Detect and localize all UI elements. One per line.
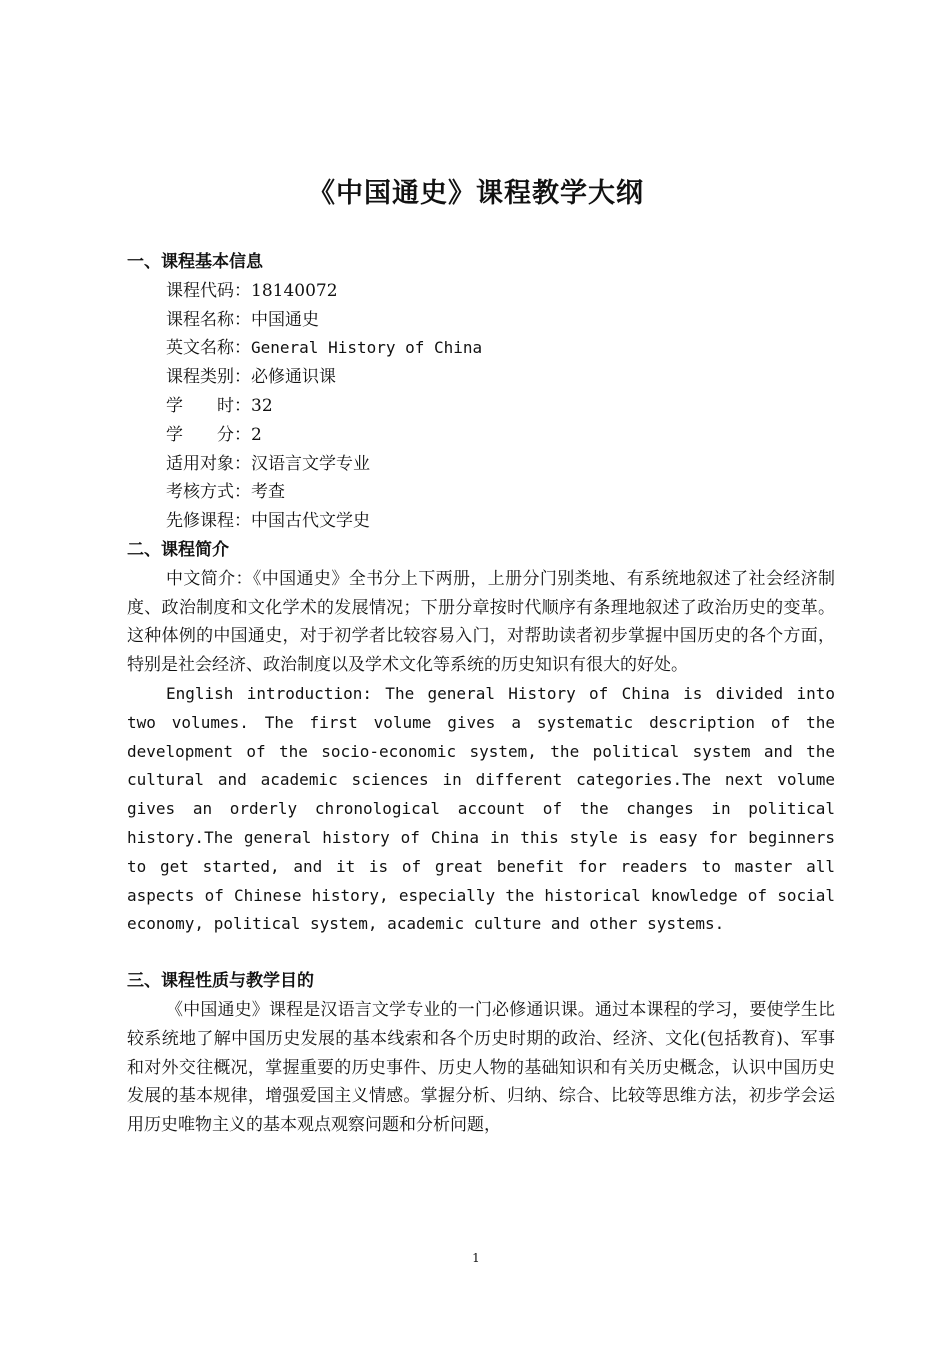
info-value: 汉语言文学专业 [251,453,370,474]
info-value: 18140072 [251,280,338,301]
info-label: 先修课程： [166,511,251,532]
english-introduction: English introduction: The general History of China is divided into two volumes. The first volume gives a systematic description of the development of the socio-economic system, the political system and the cultural and academic sciences in different categories.The next volume gives an orderly chronological account of the changes in political history.The general history of China in this style is easy for beginners to get started, and it is of great benefit for readers to master all aspects of Chinese history, especially the historical knowledge of social economy, political system, academic culture and other systems. [127,683,835,934]
info-hours [127,392,835,421]
section-gap [127,939,835,967]
info-target-audience [127,450,835,479]
info-value: 32 [251,395,273,416]
info-value: 中国通史 [251,309,319,330]
section-heading-introduction: 二、课程简介 [127,539,229,560]
course-info-list [127,277,835,536]
info-value: General History of China [251,338,483,358]
info-label: 课程类别： [166,367,251,388]
info-course-name [127,306,835,335]
chinese-introduction: 中文简介：《中国通史》全书分上下两册，上册分门别类地、有系统地叙述了社会经济制度、政治制度和文化学术的发展情况；下册分章按时代顺序有条理地叙述了政治历史的变革。这种体例的中国通史，对于初学者比较容易入门，对帮助读者初步掌握中国历史的各个方面，特别是社会经济、政治制度以及学术文化等系统的历史知识有很大的好处。 [127,568,835,676]
document-title: 《中国通史》课程教学大纲 [308,178,644,209]
info-value: 2 [251,424,262,445]
section-heading-nature-purpose: 三、课程性质与教学目的 [127,971,314,992]
document-body [127,248,835,1140]
info-english-name [127,334,835,363]
info-label: 适用对象： [166,453,251,474]
info-label: 考核方式： [166,482,251,503]
info-prerequisite [127,507,835,536]
info-course-code [127,277,835,306]
nature-purpose-text: 《中国通史》课程是汉语言文学专业的一门必修通识课。通过本课程的学习，要使学生比较系统地了解中国历史发展的基本线索和各个历史时期的政治、经济、文化(包括教育)、军事和对外交往概况，掌握重要的历史事件、历史人物的基础知识和有关历史概念，认识中国历史发展的基本规律，增强爱国主义情感。掌握分析、归纳、综合、比较等思维方法，初步学会运用历史唯物主义的基本观点观察问题和分析问题， [127,999,835,1136]
info-label: 课程代码： [166,280,251,301]
info-value: 必修通识课 [251,367,336,388]
info-assessment [127,478,835,507]
info-label: 学 分： [166,424,251,445]
info-value: 中国古代文学史 [251,511,370,532]
info-label: 课程名称： [166,309,251,330]
info-label: 学 时： [166,395,251,416]
info-credits [127,421,835,450]
info-course-category [127,363,835,392]
page-number: 1 [472,1251,480,1265]
section-heading-basic-info: 一、课程基本信息 [127,252,263,272]
info-value: 考查 [251,482,285,503]
info-label: 英文名称： [166,338,251,359]
